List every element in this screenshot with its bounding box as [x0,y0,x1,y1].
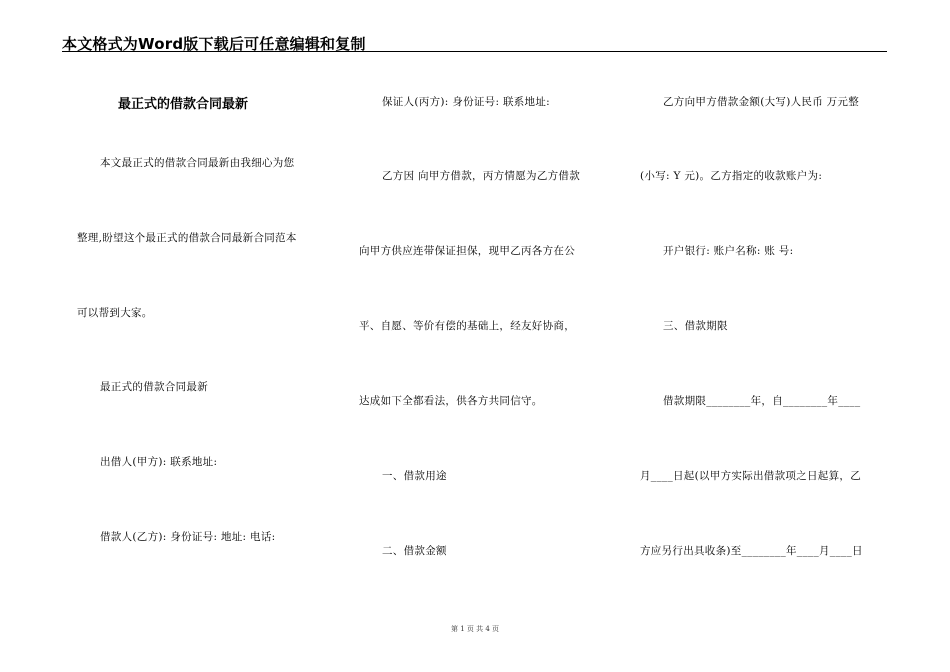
middle-col-line-6: 一、借款用途 [382,470,447,482]
header-rule [62,51,887,52]
right-col-line-5: 借款期限________年，自________年____ [663,395,861,407]
middle-col-line-4: 平、自愿、等价有偿的基础上，经友好协商， [359,320,575,332]
right-col-line-4: 三、借款期限 [663,320,728,332]
left-col-line-3: 可以帮到大家。 [77,307,153,319]
document-title: 最正式的借款合同最新 [118,97,249,112]
page-footer: 第 1 页 共 4 页 [450,625,500,633]
middle-col-line-1: 保证人(丙方): 身份证号: 联系地址: [382,96,550,108]
header-title: 本文格式为Word版下载后可任意编辑和复制 [62,35,366,53]
left-col-line-1: 本文最正式的借款合同最新由我细心为您 [100,157,295,169]
right-col-line-1: 乙方向甲方借款金额(大写)人民币 万元整 [663,96,860,108]
right-col-line-6: 月____日起(以甲方实际出借款项之日起算，乙 [640,470,861,482]
left-col-line-4: 最正式的借款合同最新 [100,381,208,393]
right-col-line-3: 开户银行: 账户名称: 账 号: [663,245,794,257]
middle-col-line-2: 乙方因 向甲方借款，丙方情愿为乙方借款 [382,170,581,182]
middle-col-line-3: 向甲方供应连带保证担保，现甲乙丙各方在公 [359,245,575,257]
right-col-line-7: 方应另行出具收条)至________年____月____日 [640,545,863,557]
left-col-line-5: 出借人(甲方): 联系地址: [100,456,218,468]
middle-col-line-7: 二、借款金额 [382,545,447,557]
left-col-line-6: 借款人(乙方): 身份证号: 地址: 电话: [100,531,276,543]
right-col-line-2: (小写: Y 元)。乙方指定的收款账户为: [640,170,823,182]
middle-col-line-5: 达成如下全都看法，供各方共同信守。 [359,395,543,407]
left-col-line-2: 整理,盼望这个最正式的借款合同最新合同范本 [77,232,297,244]
